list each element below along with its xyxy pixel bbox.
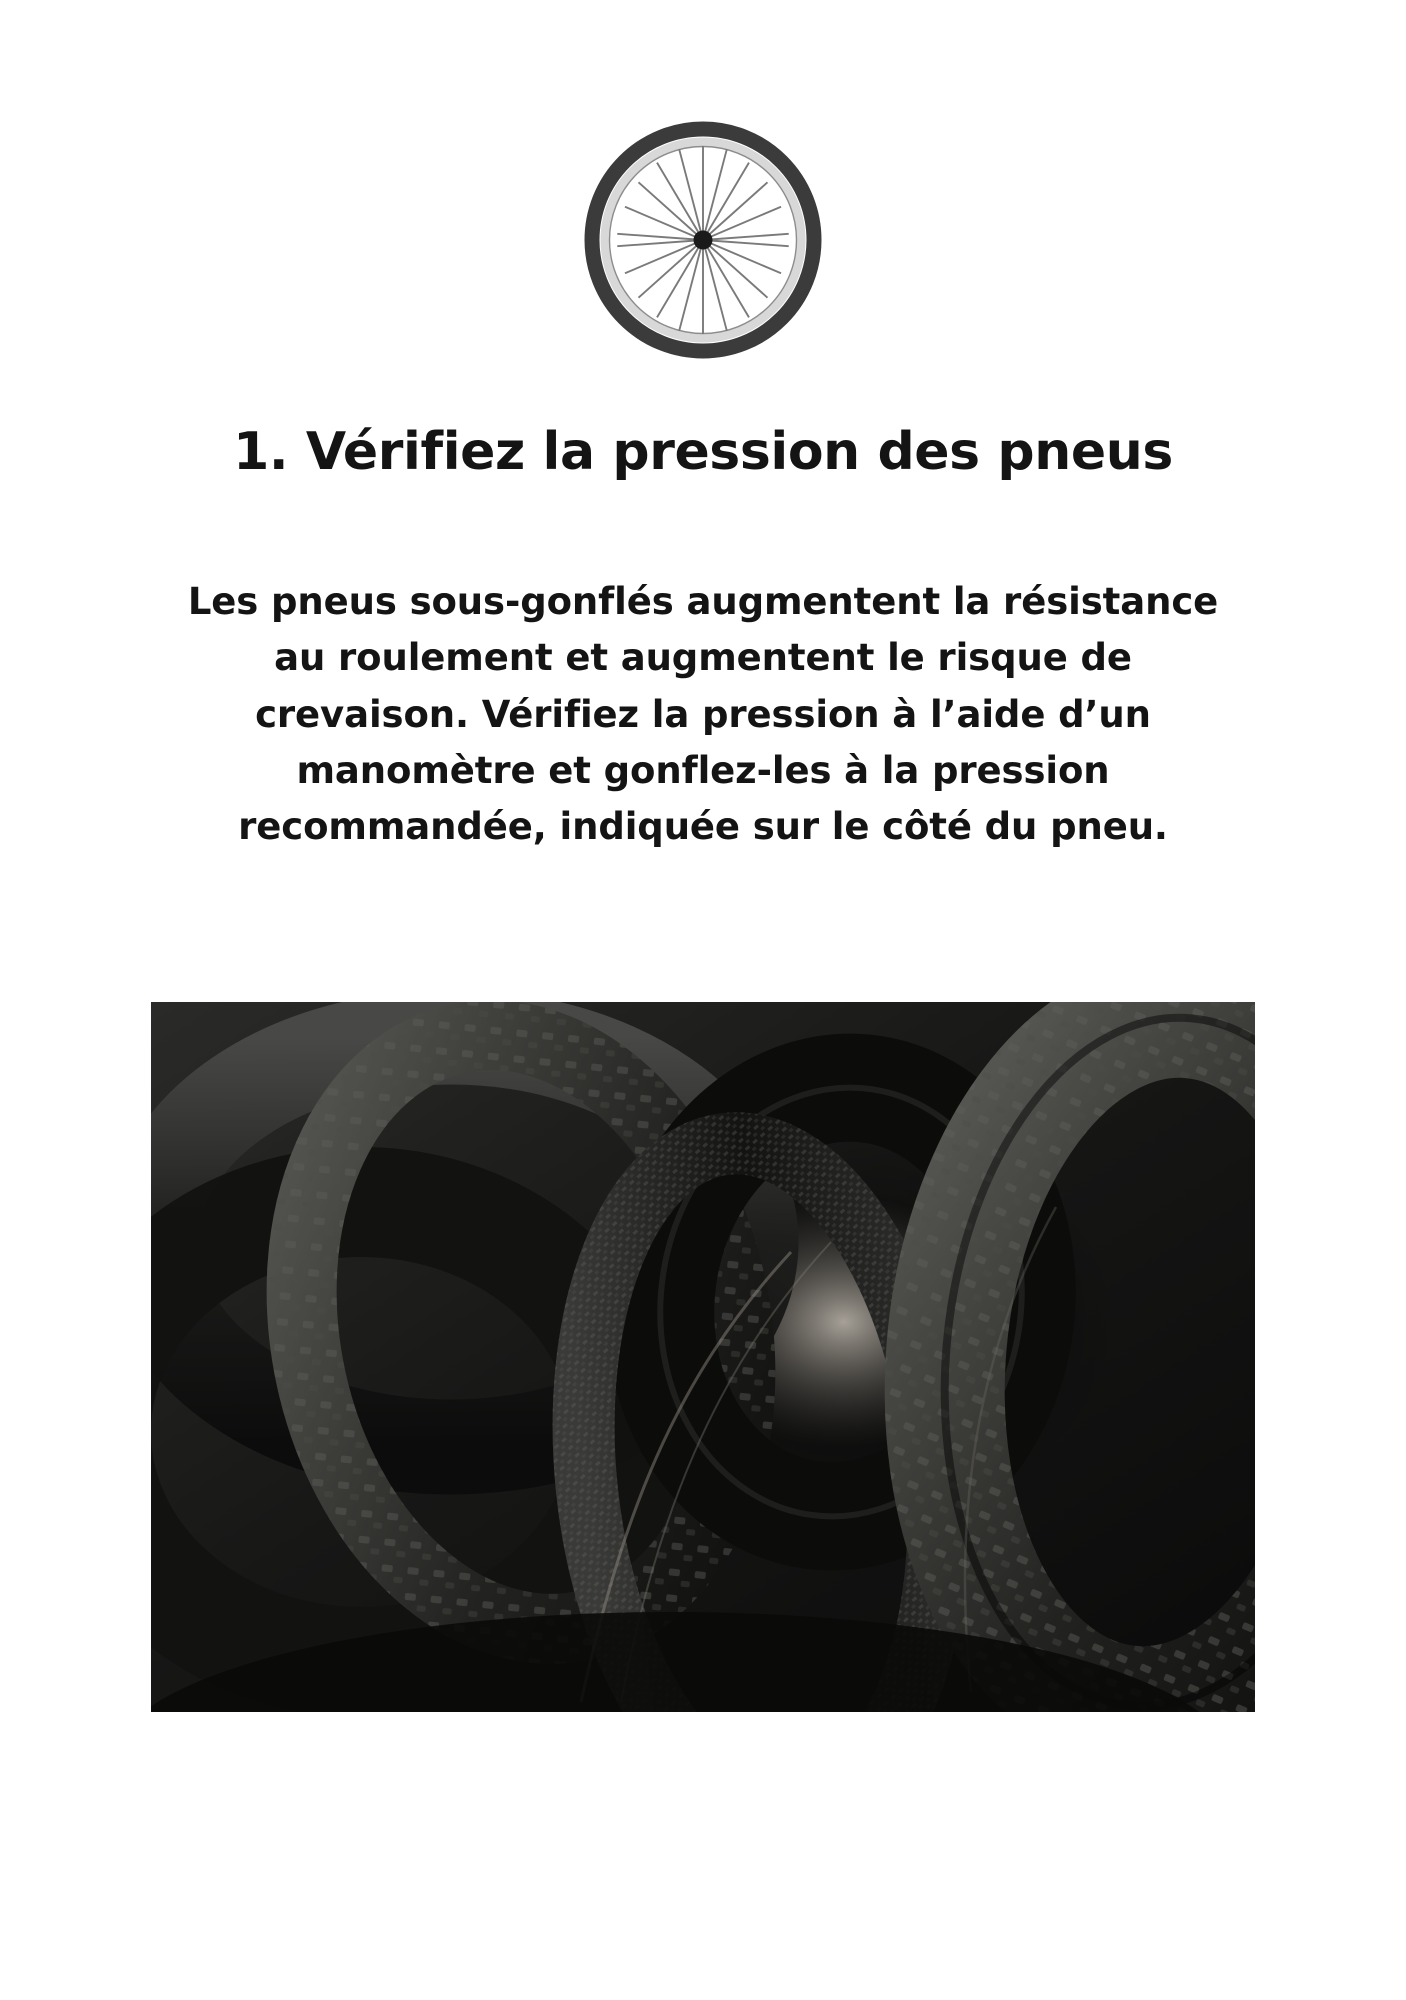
stacked-bicycle-tires-photo (151, 1002, 1255, 1712)
bicycle-wheel-icon (583, 120, 823, 360)
page-title: 1. Vérifiez la pression des pneus (233, 422, 1173, 482)
body-paragraph: Les pneus sous-gonflés augmentent la résistance au roulement et augmentent le risque de crevaison. Vérifiez la pression à l’aide d’un manomètre et gonflez-les à la pression recommandée, indiquée sur le côté du pneu. (187, 580, 1219, 849)
